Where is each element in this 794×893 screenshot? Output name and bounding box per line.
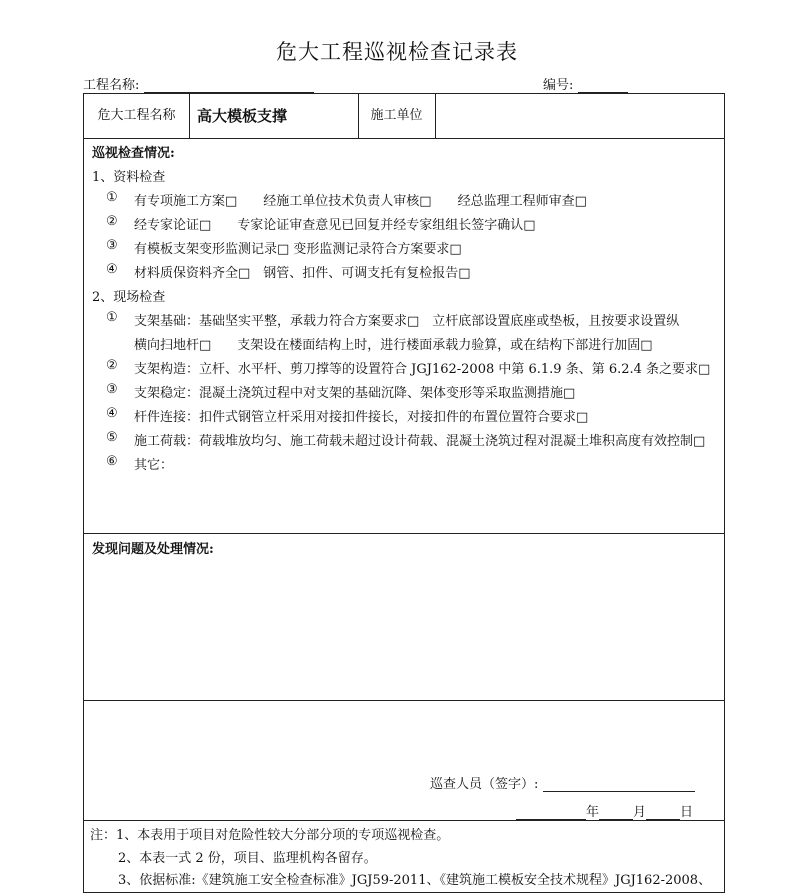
section-docs-check: 1、资料检查: [92, 170, 166, 185]
unit-label: 施工单位: [370, 108, 423, 123]
number-field: [543, 74, 628, 93]
inspector-signature-blank[interactable]: [543, 777, 695, 792]
page-title: 危大工程巡视检查记录表: [276, 40, 518, 64]
number-blank[interactable]: [578, 78, 628, 93]
month-blank[interactable]: [599, 805, 633, 820]
section-site-check: 2、现场检查: [92, 290, 166, 305]
year-blank[interactable]: [516, 805, 586, 820]
day-blank[interactable]: [646, 805, 680, 820]
type-value: 高大模板支撑: [197, 107, 288, 125]
inspector-label: 巡查人员（签字）:: [430, 777, 539, 792]
project-name-label: 工程名称:: [83, 78, 140, 93]
project-name-blank[interactable]: [144, 78, 314, 93]
note-3: 3、依据标准:《建筑施工安全检查标准》JGJ59-2011、《建筑施工模板安全技术规程》JGJ162-2008、: [118, 873, 712, 888]
note-1: 注：1、本表用于项目对危险性较大分部分项的专项巡视检查。: [90, 828, 450, 843]
project-name-field: [83, 74, 314, 93]
inspection-form: 危大工程名称 高大模板支撑 施工单位 巡视检查情况: 1、资料检查 ① 有专项施工方案□ 经施工单位技术负责人审核□ 经总监理工程师审查□ ② 经专家论证□ 专家论证审查意见已回复并经专家组组长签字确认□ ③ 有模板支架变形监测记录□ 变形监测记录符合方案要求□ ④ 材料质保资料齐全□ 钢管、扣件、可调支托有复检报告□ 2、现场检查 ① 支架基础：基础坚实平整，承载力符合方案要求□ 立杆底部设置底座或垫板，且按要求设置纵 横向扫地杆□ 支架设在楼面结构上时，进行楼面承载力验算，或在结构下部进行加固□ ② 支架构造：立杆、水平杆、剪刀撑等的设置符合 JGJ162-2008 中第 6.1.9 条、第 6.2.4 条之要求□ ③ 支架稳定：混凝土浇筑过程中对支架的基础沉降、架体变形等采取监测措施□ ④ 杆件连接：扣件式钢管立杆采用对接扣件接长，对接扣件的布置位置符合要求□ ⑤ 施工荷载：荷载堆放均匀、施工荷载未超过设计荷载、混凝土浇筑过程对混凝土堆积高度有效控制□ ⑥ 其它： 发现问题及处理情况: 巡查人员（签字）: 年 月 日 注：1、本表用于项目对危险性较大分部分项的专项巡视检查。 2、本表一式 2 份，项目、监理机构各留存。 3、依据标准:《建筑施工安全检查标准》JGJ59-2011、《建筑施工模板安全技术规程》JGJ162-2008、: [83, 93, 725, 893]
project-info-row: [84, 94, 724, 139]
unit-value[interactable]: [435, 94, 724, 138]
note-2: 2、本表一式 2 份，项目、监理机构各留存。: [118, 851, 377, 866]
problems-heading: 发现问题及处理情况:: [92, 542, 214, 557]
inspector-signature: [430, 773, 695, 792]
inspection-heading: 巡视检查情况:: [92, 146, 175, 161]
type-label: 危大工程名称: [97, 108, 176, 123]
number-label: 编号:: [543, 78, 574, 93]
signature-date: 年 月 日: [516, 801, 693, 820]
